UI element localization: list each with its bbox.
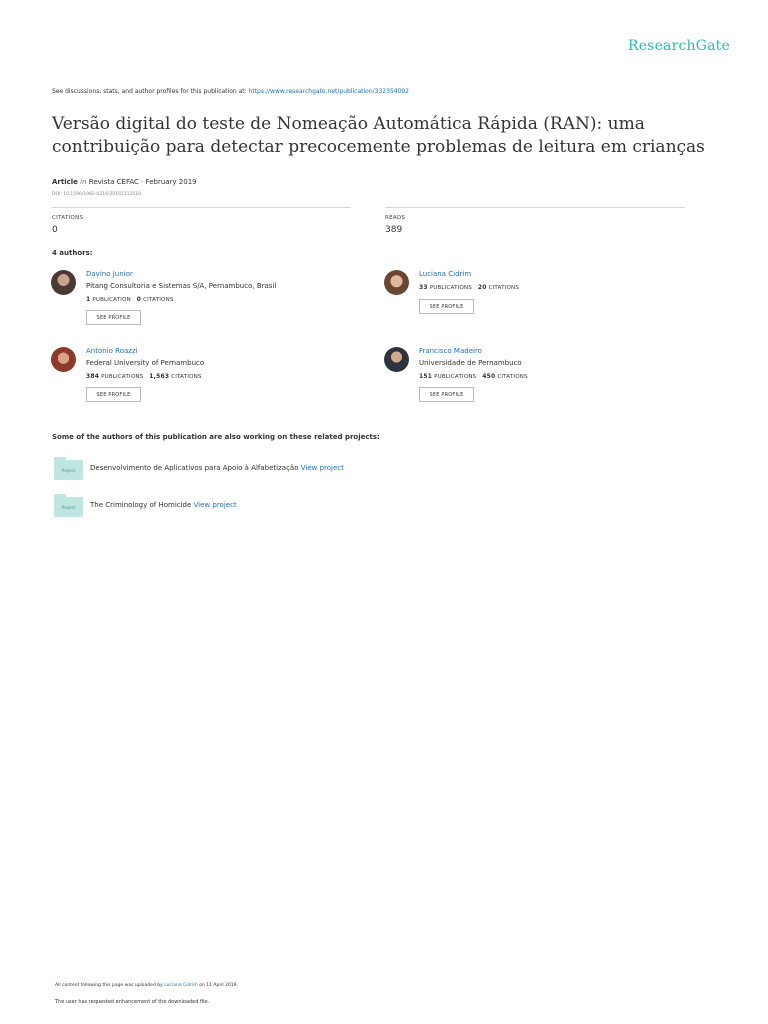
citation-label: CITATIONS: [497, 374, 528, 380]
author-name[interactable]: Antonio Roazzi: [86, 347, 138, 355]
upload-note: [55, 983, 238, 988]
publication-link[interactable]: https://www.researchgate.net/publication/332354092: [248, 88, 409, 95]
uploader-link[interactable]: Luciana Cidrim: [164, 983, 198, 988]
publication-count: 384: [86, 373, 100, 380]
reads-value: 389: [385, 225, 403, 235]
discussion-note-text: See discussions, stats, and author profiles for this publication at:: [52, 88, 249, 95]
publication-label: PUBLICATIONS: [101, 374, 144, 380]
author-institution: Pitang Consultoria e Sistemas S/A, Pernambuco, Brasil: [86, 282, 277, 290]
author-institution: Universidade de Pernambuco: [419, 359, 522, 367]
project-title: [90, 464, 344, 472]
citation-label: CITATIONS: [488, 285, 520, 291]
author-institution: Federal University of Pernambuco: [86, 359, 205, 367]
author-card: [384, 347, 704, 417]
upload-note-prefix: All content following this page was uploaded by: [55, 983, 163, 988]
project-icon-label: Project: [61, 505, 76, 510]
citation-label: CITATIONS: [171, 374, 202, 380]
view-project-link[interactable]: View project: [193, 501, 237, 509]
upload-note-suffix: on 11 April 2019.: [199, 983, 238, 988]
citation-count: 1,563: [149, 373, 170, 380]
divider-right: [385, 207, 685, 208]
project-title: [90, 501, 237, 509]
see-profile-button[interactable]: SEE PROFILE: [419, 387, 474, 402]
publication-meta: [52, 178, 197, 186]
author-stats: [86, 296, 174, 303]
view-project-link[interactable]: View project: [300, 464, 344, 472]
doi: DOI: 10.1590/1982-0216/20192112518: [52, 192, 141, 197]
publication-label: PUBLICATIONS: [429, 285, 472, 291]
publication-type: Article: [52, 178, 78, 186]
citations-label: CITATIONS: [52, 215, 84, 221]
project-folder-icon: [54, 497, 83, 517]
project-icon-label: Project: [61, 468, 76, 473]
avatar[interactable]: [51, 270, 76, 295]
related-projects-heading: Some of the authors of this publication are also working on these related projects:: [52, 433, 380, 441]
author-card: [384, 270, 704, 340]
publication-label: PUBLICATION: [92, 297, 131, 303]
publication-count: 1: [86, 296, 91, 303]
journal-info: Revista CEFAC · February 2019: [88, 178, 197, 186]
divider-left: [52, 207, 351, 208]
author-stats: [419, 373, 528, 380]
researchgate-logo[interactable]: ResearchGate: [627, 38, 730, 54]
citation-count: 0: [136, 296, 142, 303]
citation-count: 20: [477, 284, 487, 291]
page-title: Versão digital do teste de Nomeação Automática Rápida (RAN): uma contribuição para detectar precocemente problemas de leitura em crianças: [52, 114, 705, 157]
citation-label: CITATIONS: [143, 297, 174, 303]
project-item: [54, 457, 454, 481]
project-name: The Criminology of Homicide: [90, 501, 192, 509]
author-stats: [86, 373, 202, 380]
author-name[interactable]: Luciana Cidrim: [419, 270, 472, 278]
enhancement-note: The user has requested enhancement of the downloaded file.: [55, 999, 210, 1005]
author-card: [51, 347, 371, 417]
project-folder-icon: [54, 460, 83, 480]
publication-label: PUBLICATIONS: [434, 374, 477, 380]
project-item: [54, 494, 454, 518]
citations-value: 0: [52, 225, 58, 235]
author-name[interactable]: Francisco Madeiro: [419, 347, 482, 355]
avatar[interactable]: [384, 347, 409, 372]
authors-heading: 4 authors:: [52, 249, 93, 257]
author-name[interactable]: Davino Junior: [86, 270, 133, 278]
publication-count: 151: [419, 373, 433, 380]
discussion-note: [52, 88, 409, 95]
see-profile-button[interactable]: SEE PROFILE: [86, 387, 141, 402]
author-stats: [419, 284, 519, 291]
author-card: [51, 270, 371, 340]
avatar[interactable]: [384, 270, 409, 295]
see-profile-button[interactable]: SEE PROFILE: [86, 310, 141, 325]
reads-label: READS: [385, 215, 406, 221]
citation-count: 450: [482, 373, 496, 380]
publication-count: 33: [419, 284, 428, 291]
meta-in: in: [80, 178, 87, 186]
avatar[interactable]: [51, 347, 76, 372]
see-profile-button[interactable]: SEE PROFILE: [419, 299, 474, 314]
project-name: Desenvolvimento de Aplicativos para Apoio à Alfabetização: [90, 464, 299, 472]
